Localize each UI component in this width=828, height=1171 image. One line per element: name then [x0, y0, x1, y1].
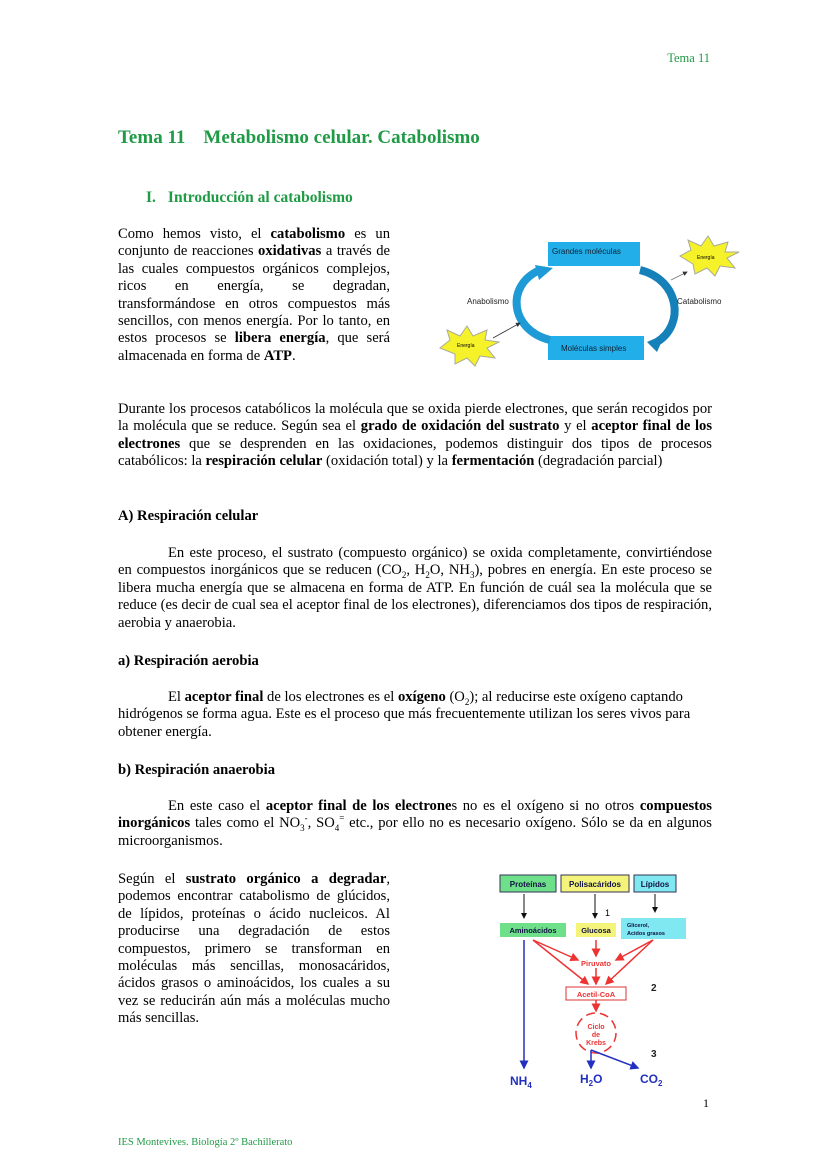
bold-term: libera energía: [234, 330, 326, 347]
energy-in-label: Energía: [457, 343, 475, 349]
fatty-acids-label: Acidos grasos: [627, 931, 665, 937]
krebs-label-2: de: [591, 1032, 601, 1039]
text-run: Durante los procesos catabólicos la molécula que se oxida pierde electrones, que serán recogidos por la molécula que se reduce. Según sea el: [118, 401, 712, 435]
footer-text: IES Montevives. Biología 2º Bachillerato: [118, 1137, 293, 1148]
anaerobic-paragraph: [118, 798, 712, 850]
title-number: Tema 11: [118, 127, 186, 148]
text-run: O, NH: [429, 562, 470, 579]
text-run: ); al reducirse este oxígeno captando hidrógenos se forma agua. Este es el proceso que más frecuentemente utilizan los seres vivos para obtener energía.: [118, 689, 691, 740]
pyruvate-label: Piruvato: [580, 959, 612, 968]
substrate-paragraph: [118, 871, 390, 1028]
text-run: 2: [401, 570, 407, 581]
text-run: , H: [406, 562, 426, 579]
nh4-label: $NH_4$: [510, 1074, 532, 1090]
h2o-label: $H_2O$: [580, 1072, 603, 1088]
krebs-label-3: Krebs: [586, 1040, 606, 1047]
bold-term: grado de oxidación del sustrato: [360, 418, 560, 435]
glycerol-label: Glicerol,: [627, 923, 650, 929]
anabolism-label: Anabolismo: [467, 297, 509, 306]
text-run: a través de las cuales compuestos orgánicos complejos, ricos en energía, se degradan, transformándose en otros compuestos más sencillos, con menos energía. Por lo tanto, en estos procesos se: [118, 243, 390, 347]
bold-term: catabolismo: [270, 226, 346, 242]
text-run: 4: [334, 823, 340, 834]
text-run: (O: [445, 689, 465, 705]
page-title: [118, 127, 480, 149]
text-run: de los electrones es el: [263, 689, 398, 705]
respiration-heading: A) Respiración celular: [118, 508, 259, 524]
text-run: y el: [559, 418, 592, 435]
title-text: Metabolismo celular. Catabolismo: [203, 127, 480, 148]
bold-term: oxígeno: [397, 689, 446, 705]
anabolism-arrow: [517, 270, 550, 340]
amino-acids-label: Aminoácidos: [509, 926, 557, 935]
text-run: .: [291, 347, 296, 364]
bold-term: oxidativas: [258, 243, 322, 260]
text-run: En este caso el: [168, 798, 266, 814]
section-title: Introducción al catabolismo: [167, 189, 353, 206]
section-heading: [146, 189, 353, 207]
bold-term: respiración celular: [205, 453, 323, 470]
text-run: 3: [300, 823, 305, 834]
text-run: -: [304, 813, 308, 824]
stage-3-label: 3: [651, 1049, 657, 1060]
text-run: 3: [469, 570, 475, 581]
text-run: , podemos encontrar catabolismo de glúcidos, de lípidos, proteínas o ácido nucleicos. Al producirse una degradación de estos compuestos, primero se transforman en moléculas más sencillas, monosacáridos, ácidos grasos o aminoácidos, los cuales a su vez se reducirán aún más a moléculas mucho más sencillas.: [118, 871, 390, 1027]
krebs-label-1: Ciclo: [587, 1024, 605, 1031]
bold-term: aceptor final de los electrones: [118, 418, 713, 452]
text-run: que se desprenden en las oxidaciones, podemos distinguir dos tipos de procesos catabólicos: la: [118, 435, 712, 470]
catabolism-label: Catabolismo: [677, 297, 722, 306]
text-run: (oxidación total) y la: [322, 453, 452, 470]
lipids-label: Lípidos: [640, 880, 670, 889]
text-run: =: [339, 813, 345, 824]
text-run: ), pobres en energía. En este proceso se libera mucha energía que se almacena en forma de ATP. En función de cuál sea la molécula que se reduce (es decir de cual sea el aceptor final de los electrones), diferenciamos dos tipos de respiración, aerobia y anaerobia.: [118, 562, 712, 631]
text-run: s no es el oxígeno si no otros: [451, 798, 640, 814]
bold-term: ATP: [263, 347, 292, 364]
metabolism-cycle-diagram: [435, 230, 745, 370]
stage-2-label: 2: [651, 983, 657, 994]
text-run: , que será almacenada en forma de: [118, 330, 391, 364]
text-run: 2: [425, 570, 430, 581]
energy-out-label: Energía: [697, 255, 715, 261]
co2-label: $CO_2$: [640, 1072, 663, 1088]
bold-term: fermentación: [451, 453, 535, 470]
bold-term: sustrato orgánico a degradar: [185, 871, 387, 887]
stage-1-label: 1: [605, 908, 611, 918]
intro-paragraph: [118, 226, 390, 365]
polysaccharides-label: Polisacáridos: [568, 880, 622, 889]
text-run: Como hemos visto, el: [118, 226, 271, 242]
proteins-label: Proteínas: [509, 880, 547, 889]
large-molecules-label: Grandes moléculas: [552, 247, 621, 256]
text-run: es un conjunto de reacciones: [118, 226, 390, 260]
catabolic-processes-paragraph: [118, 401, 712, 471]
text-run: etc., por ello no es necesario oxígeno. Sólo se da en algunos microorganismos.: [118, 815, 712, 849]
text-run: 2: [464, 696, 470, 707]
bold-term: compuestos inorgánicos: [118, 798, 712, 832]
text-run: , SO: [307, 815, 335, 832]
bold-term: aceptor final de los electrone: [265, 798, 452, 814]
acetyl-coa-label: Acetil-CoA: [576, 990, 616, 999]
anaerobic-heading: b) Respiración anaerobia: [118, 762, 276, 778]
text-run: En este proceso, el sustrato (compuesto orgánico) se oxida completamente, convirtiéndose en compuestos inorgánicos que se reducen (CO: [118, 545, 712, 579]
text-run: (degradación parcial): [534, 453, 663, 470]
aerobic-heading: a) Respiración aerobia: [118, 653, 259, 669]
aerobic-paragraph: [118, 689, 712, 741]
catabolism-pathways-diagram: [488, 868, 708, 1093]
simple-molecules-label: Moléculas simples: [561, 344, 627, 353]
text-run: Según el: [118, 871, 186, 887]
text-run: tales como el NO: [190, 815, 301, 832]
glucose-label: Glucosa: [581, 926, 611, 935]
bold-term: aceptor final: [184, 689, 264, 705]
respiration-paragraph: [118, 545, 712, 632]
catabolism-arrow: [640, 270, 675, 342]
section-number: I.: [146, 189, 156, 206]
running-header: Tema 11: [667, 51, 710, 65]
page-number: 1: [703, 1096, 709, 1110]
text-run: El: [168, 689, 185, 705]
